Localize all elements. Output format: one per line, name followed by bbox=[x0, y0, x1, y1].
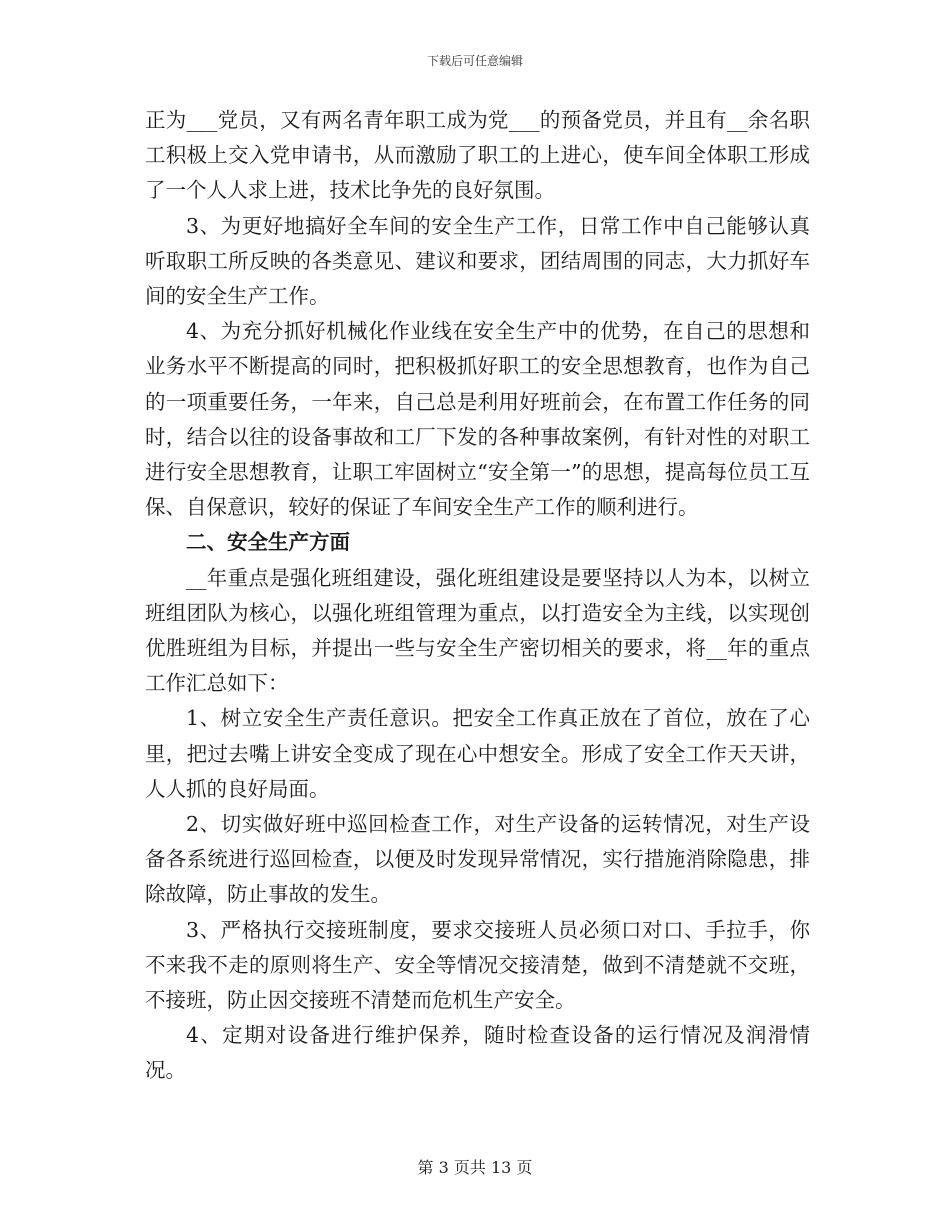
paragraph: 3、为更好地搞好全车间的安全生产工作，日常工作中自己能够认真听取职工所反映的各类意见、建议和要求，团结周围的同志，大力抓好车间的安全生产工作。 bbox=[145, 213, 810, 309]
paragraph: 3、严格执行交接班制度，要求交接班人员必须口对口、手拉手，你不来我不走的原则将生产、安全等情况交接清楚，做到不清楚就不交班，不接班，防止因交接班不清楚而危机生产安全。 bbox=[145, 917, 810, 1013]
document-body bbox=[145, 103, 810, 1089]
paragraph: 4、定期对设备进行维护保养，随时检查设备的运行情况及润滑情况。 bbox=[145, 1023, 810, 1083]
paragraph: __年重点是强化班组建设，强化班组建设是要坚持以人为本，以树立班组团队为核心，以强化班组管理为重点，以打造安全为主线，以实现创优胜班组为目标，并提出一些与安全生产密切相关的要求，将__年的重点工作汇总如下： bbox=[145, 565, 810, 696]
paragraph: 2、切实做好班中巡回检查工作，对生产设备的运转情况，对生产设备各系统进行巡回检查，以便及时发现异常情况，实行措施消除隐患，排除故障，防止事故的发生。 bbox=[145, 812, 810, 907]
page-number: 第 3 页共 13 页 bbox=[417, 1158, 533, 1177]
paragraph: 正为___党员，又有两名青年职工成为党___的预备党员，并且有__余名职工积极上交入党申请书，从而激励了职工的上进心，使车间全体职工形成了一个人人求上进，技术比争先的良好氛围。 bbox=[145, 108, 810, 203]
section-heading: 二、安全生产方面 bbox=[186, 530, 350, 555]
paragraph: 1、树立安全生产责任意识。把安全工作真正放在了首位，放在了心里，把过去嘴上讲安全变成了现在心中想安全。形成了安全工作天天讲，人人抓的良好局面。 bbox=[145, 706, 810, 801]
paragraph: 4、为充分抓好机械化作业线在安全生产中的优势，在自己的思想和业务水平不断提高的同时，把积极抓好职工的安全思想教育，也作为自己的一项重要任务，一年来，自己总是利用好班前会，在布置工作任务的同时，结合以往的设备事故和工厂下发的各种事故案例，有针对性的对职工进行安全思想教育，让职工牢固树立“安全第一”的思想，提高每位员工互保、自保意识，较好的保证了车间安全生产工作的顺利进行。 bbox=[145, 319, 810, 520]
page-header: 下载后可任意编辑 bbox=[426, 54, 523, 68]
